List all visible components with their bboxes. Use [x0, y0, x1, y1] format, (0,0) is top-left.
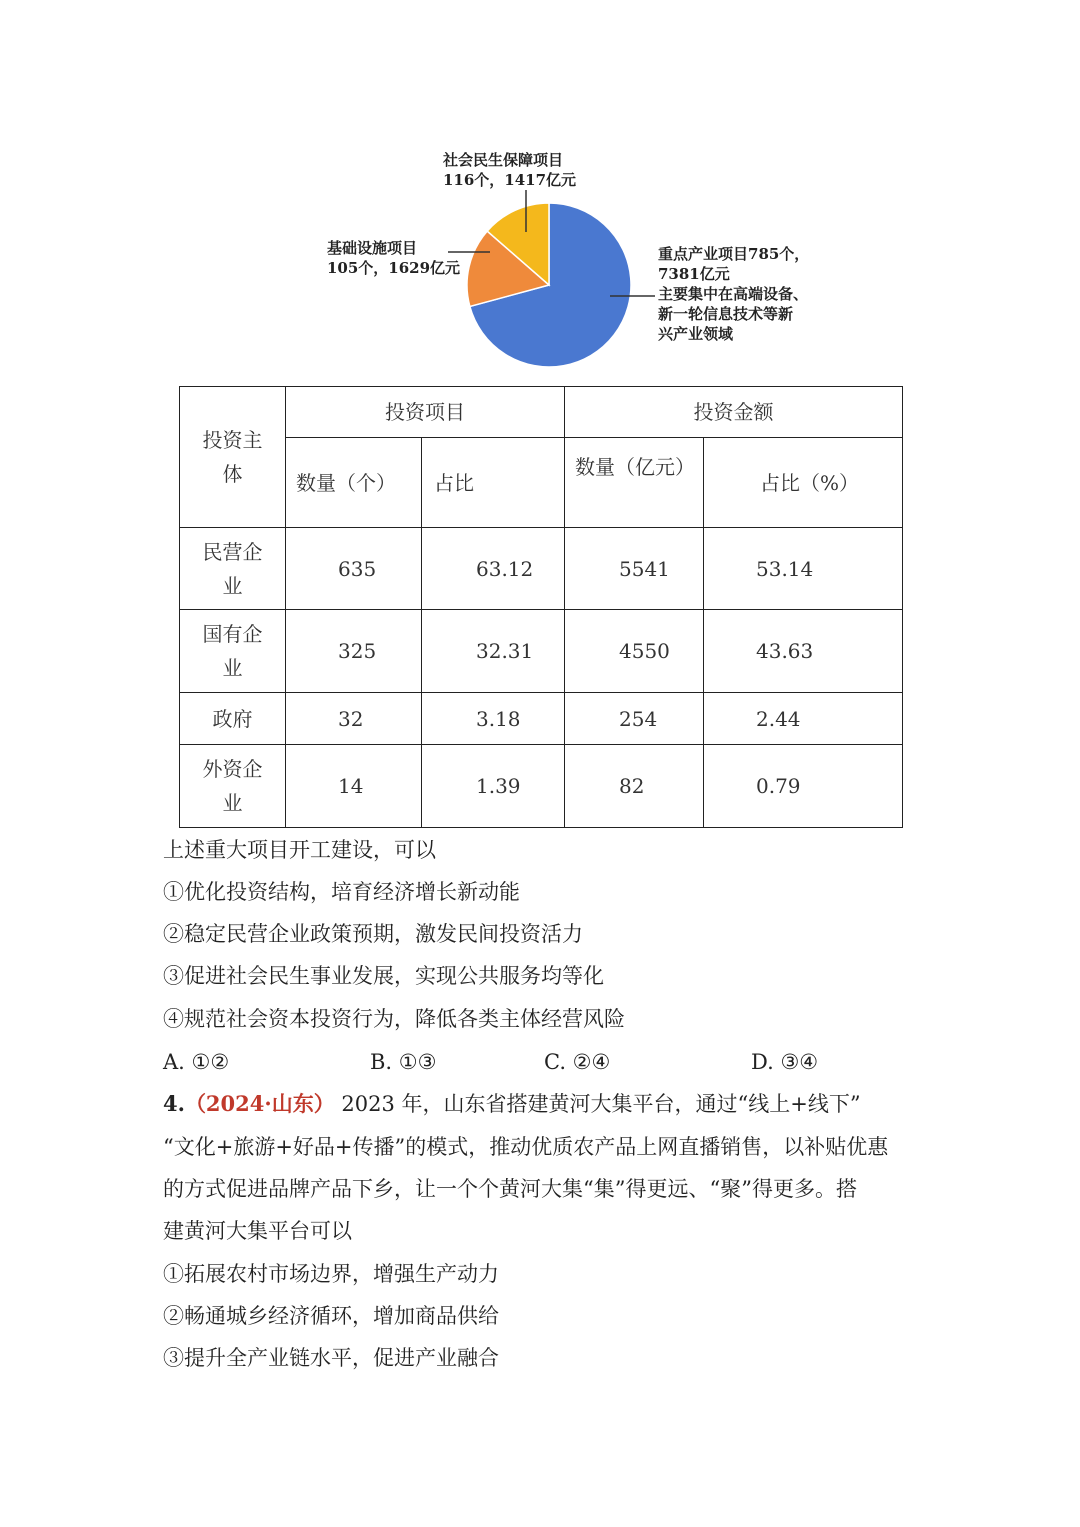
q3-item-1: ①优化投资结构，培育经济增长新动能	[163, 880, 520, 904]
q3-options	[163, 1047, 923, 1077]
row-amount-share: 0.79	[704, 745, 903, 828]
q3-item-2: ②稳定民营企业政策预期，激发民间投资活力	[163, 922, 583, 946]
infra-label-line1: 基础设施项目	[327, 239, 418, 257]
q4-line-4: 建黄河大集平台可以	[163, 1219, 352, 1243]
key-industry-label	[658, 244, 809, 344]
row-amount-share: 2.44	[704, 693, 903, 745]
subheader-share: 占比	[422, 438, 565, 528]
q4-line-3: 的方式促进品牌产品下乡，让一个个黄河大集“集”得更远、“聚”得更多。搭	[163, 1177, 857, 1201]
row-count: 14	[286, 745, 422, 828]
subheader-amount: 数量（亿元）	[565, 438, 704, 528]
row-share: 32.31	[422, 610, 565, 693]
pie-svg	[0, 0, 1080, 380]
row-subject: 政府	[180, 693, 286, 745]
pie-chart	[0, 0, 1080, 380]
q4-source: （2024·山东）	[184, 1091, 335, 1116]
q4-number: 4.	[163, 1091, 185, 1116]
row-amount-share: 43.63	[704, 610, 903, 693]
row-share: 63.12	[422, 528, 565, 610]
key-label-line3: 主要集中在高端设备、	[658, 285, 809, 303]
key-label-line1: 重点产业项目785个，	[658, 245, 810, 263]
row-amount: 4550	[565, 610, 704, 693]
row-amount-share: 53.14	[704, 528, 903, 610]
q3-item-3: ③促进社会民生事业发展，实现公共服务均等化	[163, 964, 604, 988]
q3-option-c[interactable]: C. ②④	[544, 1050, 611, 1074]
row-share: 1.39	[422, 745, 565, 828]
row-count: 32	[286, 693, 422, 745]
q3-option-a[interactable]: A. ①②	[163, 1050, 230, 1074]
social-label-line1: 社会民生保障项目	[443, 151, 564, 169]
row-amount: 82	[565, 745, 704, 828]
q4-item-2: ②畅通城乡经济循环，增加商品供给	[163, 1304, 499, 1328]
key-label-line2: 7381亿元	[658, 265, 730, 283]
table-row	[180, 528, 903, 610]
q3-option-b[interactable]: B. ①③	[370, 1050, 437, 1074]
q4-item-3: ③提升全产业链水平，促进产业融合	[163, 1346, 499, 1370]
row-share: 3.18	[422, 693, 565, 745]
key-label-line5: 兴产业领域	[658, 325, 734, 343]
header-subject: 投资主体	[180, 387, 286, 528]
row-amount: 254	[565, 693, 704, 745]
table-row	[180, 745, 903, 828]
key-label-line4: 新一轮信息技术等新	[658, 305, 794, 323]
subheader-count: 数量（个）	[286, 438, 422, 528]
header-projects: 投资项目	[286, 387, 565, 438]
row-amount: 5541	[565, 528, 704, 610]
q4-text-1: 2023 年，山东省搭建黄河大集平台，通过“线上+线下”	[341, 1092, 861, 1116]
infra-label	[327, 238, 460, 278]
q3-option-d[interactable]: D. ③④	[751, 1050, 819, 1074]
row-subject: 民营企业	[180, 528, 286, 610]
table-row	[180, 693, 903, 745]
q3-stem: 上述重大项目开工建设，可以	[163, 838, 436, 862]
row-subject: 国有企业	[180, 610, 286, 693]
q4-line-1	[163, 1089, 861, 1119]
subheader-amount-share: 占比（%）	[704, 438, 903, 528]
header-amount: 投资金额	[565, 387, 903, 438]
q4-line-2: “文化+旅游+好品+传播”的模式，推动优质农产品上网直播销售，以补贴优惠	[163, 1135, 889, 1159]
row-count: 325	[286, 610, 422, 693]
row-subject: 外资企业	[180, 745, 286, 828]
q4-item-1: ①拓展农村市场边界，增强生产动力	[163, 1262, 499, 1286]
row-count: 635	[286, 528, 422, 610]
investment-table	[179, 386, 903, 828]
q3-item-4: ④规范社会资本投资行为，降低各类主体经营风险	[163, 1007, 625, 1031]
social-label-line2: 116个，1417亿元	[443, 171, 577, 189]
infra-label-line2: 105个，1629亿元	[327, 259, 461, 277]
table-row	[180, 610, 903, 693]
social-label	[443, 150, 576, 190]
